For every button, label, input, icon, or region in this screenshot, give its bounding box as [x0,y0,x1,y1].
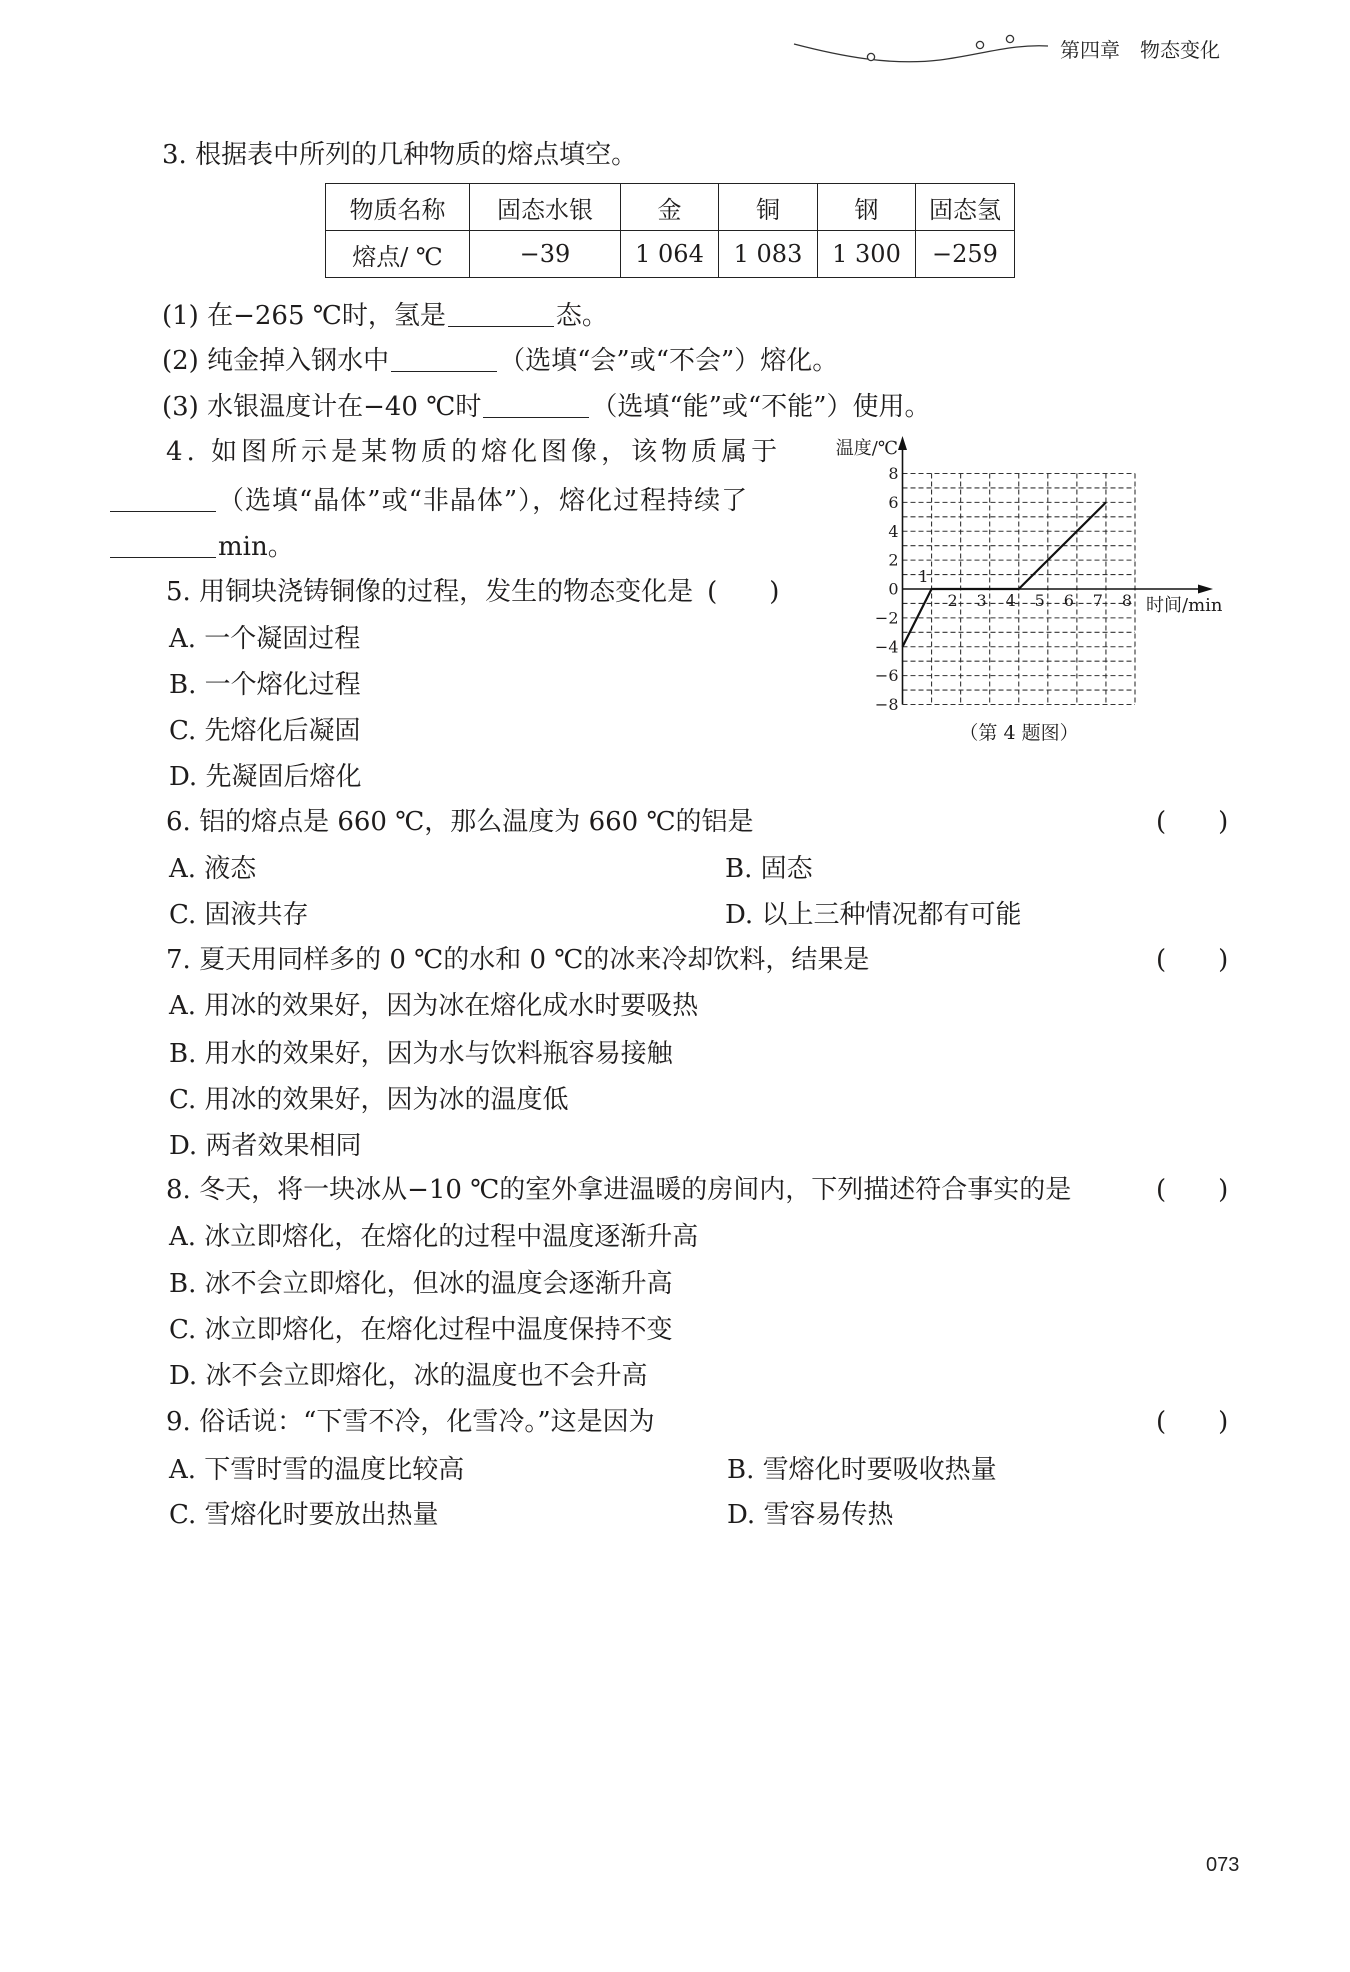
option-c: C. 冰立即熔化，在熔化过程中温度保持不变 [169,1315,673,1345]
figure-caption: （第 4 题图） [959,722,1079,744]
option-d: D. 以上三种情况都有可能 [725,900,1022,930]
option-a: A. 下雪时雪的温度比较高 [169,1455,465,1485]
x-tick-label: 4 [1005,591,1016,610]
y-tick-label: −6 [874,666,899,686]
option-c: C. 雪熔化时要放出热量 [169,1500,439,1530]
option-b: B. 用水的效果好，因为水与饮料瓶容易接触 [169,1039,673,1069]
option-a: A. 冰立即熔化，在熔化的过程中温度逐渐升高 [169,1222,699,1252]
answer-bracket[interactable]: ( ) [1156,945,1229,975]
table-header-row [326,184,1015,231]
x-tick-label: 1 [918,567,929,586]
question-text: 5. 用铜块浇铸铜像的过程，发生的物态变化是 [166,577,694,607]
question-3-stem: 3. 根据表中所列的几种物质的熔点填空。 [162,140,638,170]
question-text: （选填“晶体”或“非晶体”），熔化过程持续了 [218,486,749,516]
option-b: B. 一个熔化过程 [169,670,361,700]
table-cell: −259 [916,231,1015,278]
table-cell: −39 [470,231,621,278]
option-d: D. 雪容易传热 [727,1500,894,1530]
question-text: （选填“会”或“不会”）熔化。 [499,346,839,376]
page-number: 073 [1206,1854,1240,1876]
question-text: min。 [218,532,294,562]
option-a: A. 一个凝固过程 [169,624,361,654]
question-5-stem [166,574,779,610]
option-c: C. 用冰的效果好，因为冰的温度低 [169,1085,569,1115]
y-tick-label: −4 [874,637,899,657]
option-c: C. 固液共存 [169,900,309,930]
table-header-cell: 物质名称 [326,184,470,231]
question-4-line-3 [110,529,294,565]
y-tick-label: −8 [874,695,899,714]
y-tick-label: −2 [874,608,899,628]
y-tick-label: 4 [888,521,899,541]
x-axis-label: 时间/min [1146,595,1223,616]
x-tick-label: 7 [1092,591,1103,610]
option-a: A. 液态 [169,854,257,884]
answer-bracket[interactable]: ( ) [1156,1175,1229,1205]
chapter-title: 第四章 物态变化 [1060,38,1220,62]
table-cell: 熔点/ ℃ [326,231,470,278]
answer-bracket[interactable]: ( ) [1156,807,1229,837]
question-text: 态。 [555,301,608,331]
option-b: B. 固态 [725,854,813,884]
table-header-cell: 铜 [719,184,818,231]
table-header-cell: 固态水银 [470,184,621,231]
table-header-cell: 金 [621,184,719,231]
x-tick-label: 2 [947,591,958,610]
x-axis-arrow [1198,585,1213,594]
question-8-stem: 8. 冬天，将一块冰从−10 ℃的室外拿进温暖的房间内，下列描述符合事实的是 [166,1175,1072,1205]
table-cell: 1 083 [719,231,818,278]
fill-blank[interactable] [110,489,216,512]
table-header-cell: 固态氢 [916,184,1015,231]
melting-point-table [325,183,1015,278]
question-4-line-2 [110,483,748,519]
question-text: (3) 水银温度计在−40 ℃时 [162,392,482,422]
ornament-curve [794,44,1048,62]
question-text: (1) 在−265 ℃时，氢是 [162,301,446,331]
option-d: D. 先凝固后熔化 [169,762,362,792]
option-b: B. 冰不会立即熔化，但冰的温度会逐渐升高 [169,1269,673,1299]
fill-blank[interactable] [483,395,589,418]
answer-bracket[interactable]: ( ) [1156,1407,1229,1437]
x-tick-label: 5 [1034,591,1045,610]
fill-blank[interactable] [110,535,216,558]
table-row [326,231,1015,278]
y-tick-label: 0 [888,579,899,599]
fill-blank[interactable] [391,349,497,372]
question-text: (2) 纯金掉入钢水中 [162,346,390,376]
question-3-sub-2 [162,343,838,379]
answer-bracket[interactable]: ( ) [707,577,780,607]
ornament-circle [867,53,874,60]
question-9-stem: 9. 俗话说：“下雪不冷，化雪冷。”这是因为 [166,1407,655,1437]
y-tick-label: 8 [888,464,899,483]
melting-curve-chart [820,425,1245,755]
question-3-sub-3 [162,389,931,425]
table-header-cell: 钢 [818,184,916,231]
fill-blank[interactable] [448,304,554,327]
y-tick-label: 6 [888,492,899,512]
table-cell: 1 300 [818,231,916,278]
y-axis-arrow [898,436,907,450]
table-cell: 1 064 [621,231,719,278]
question-7-stem: 7. 夏天用同样多的 0 ℃的水和 0 ℃的冰来冷却饮料，结果是 [166,945,870,975]
option-d: D. 冰不会立即熔化，冰的温度也不会升高 [169,1361,648,1391]
ornament-circle [1006,35,1013,42]
y-axis-label: 温度/℃ [835,438,898,459]
option-b: B. 雪熔化时要吸收热量 [727,1455,997,1485]
question-4-line-1: 4. 如图所示是某物质的熔化图像，该物质属于 [166,437,782,467]
ornament-circle [976,41,983,48]
y-tick-label: 2 [888,550,899,570]
question-text: （选填“能”或“不能”）使用。 [591,392,931,422]
option-c: C. 先熔化后凝固 [169,716,361,746]
x-tick-label: 6 [1063,591,1074,610]
x-tick-label: 3 [976,591,987,610]
option-d: D. 两者效果相同 [169,1131,362,1161]
header-ornament [790,30,1052,74]
x-tick-label: 8 [1121,591,1132,610]
question-6-stem: 6. 铝的熔点是 660 ℃，那么温度为 660 ℃的铝是 [166,807,754,837]
question-3-sub-1 [162,298,608,334]
option-a: A. 用冰的效果好，因为冰在熔化成水时要吸热 [169,991,699,1021]
